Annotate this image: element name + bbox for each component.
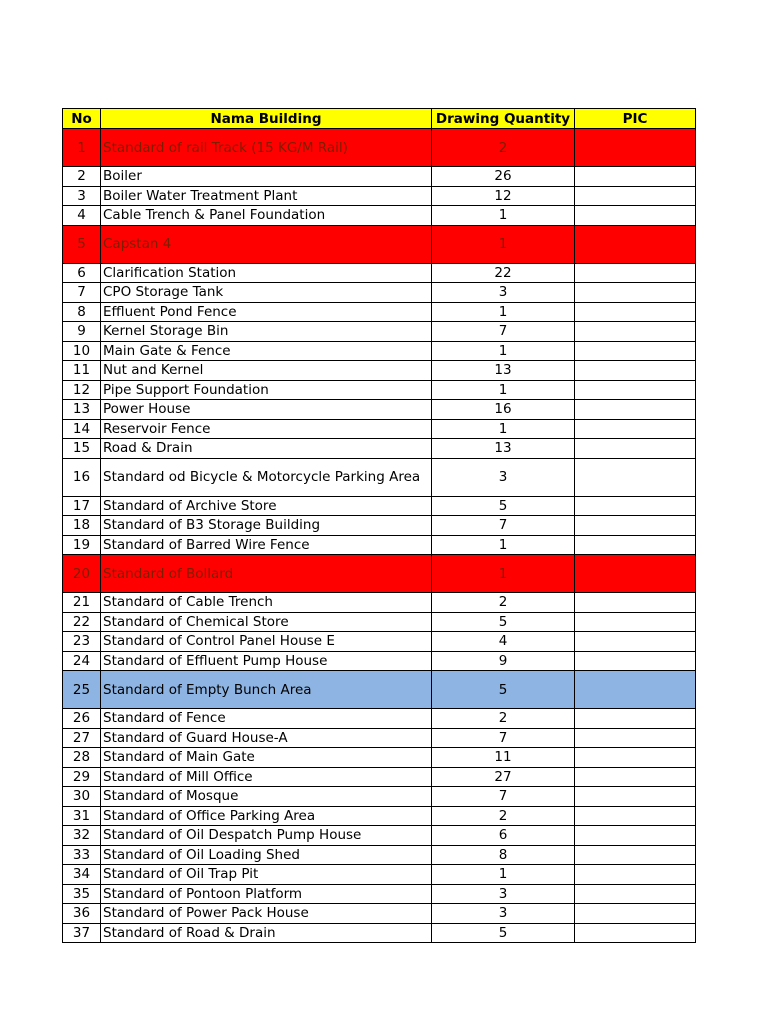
building-name-cell: Standard of Effluent Pump House (101, 651, 432, 671)
table-row (63, 380, 696, 400)
row-number-cell: 29 (63, 767, 101, 787)
pic-cell (575, 535, 696, 555)
pic-cell (575, 322, 696, 342)
drawing-quantity-cell: 1 (432, 535, 575, 555)
row-number-cell: 33 (63, 845, 101, 865)
row-number-cell: 37 (63, 923, 101, 943)
row-number-cell: 16 (63, 458, 101, 496)
table-row (63, 419, 696, 439)
drawing-quantity-cell: 3 (432, 283, 575, 303)
row-number-cell: 1 (63, 129, 101, 167)
table-row (63, 767, 696, 787)
table-row (63, 283, 696, 303)
table-row (63, 709, 696, 729)
pic-cell (575, 728, 696, 748)
drawing-quantity-cell: 1 (432, 555, 575, 593)
drawing-quantity-cell: 2 (432, 806, 575, 826)
drawing-quantity-cell: 2 (432, 129, 575, 167)
row-number-cell: 21 (63, 593, 101, 613)
row-number-cell: 6 (63, 263, 101, 283)
drawing-quantity-cell: 13 (432, 439, 575, 459)
row-number-cell: 3 (63, 186, 101, 206)
row-number-cell: 31 (63, 806, 101, 826)
row-number-cell: 22 (63, 612, 101, 632)
row-number-cell: 36 (63, 904, 101, 924)
pic-cell (575, 283, 696, 303)
table-row (63, 865, 696, 885)
building-name-cell: Boiler (101, 167, 432, 187)
row-number-cell: 15 (63, 439, 101, 459)
table-row (63, 651, 696, 671)
drawing-quantity-cell: 1 (432, 380, 575, 400)
building-name-cell: Standard of Archive Store (101, 496, 432, 516)
pic-cell (575, 632, 696, 652)
row-number-cell: 10 (63, 341, 101, 361)
pic-cell (575, 555, 696, 593)
table-body (63, 129, 696, 943)
drawing-quantity-cell: 6 (432, 826, 575, 846)
row-number-cell: 26 (63, 709, 101, 729)
pic-cell (575, 302, 696, 322)
pic-cell (575, 400, 696, 420)
pic-cell (575, 651, 696, 671)
table-header-row (63, 109, 696, 129)
row-number-cell: 9 (63, 322, 101, 342)
building-name-cell: Effluent Pond Fence (101, 302, 432, 322)
pic-cell (575, 767, 696, 787)
row-number-cell: 18 (63, 516, 101, 536)
pic-cell (575, 612, 696, 632)
table-row (63, 263, 696, 283)
table-row (63, 225, 696, 263)
drawing-quantity-cell: 8 (432, 845, 575, 865)
header-building-name: Nama Building (101, 109, 432, 129)
row-number-cell: 8 (63, 302, 101, 322)
building-name-cell: Standard of Oil Despatch Pump House (101, 826, 432, 846)
pic-cell (575, 593, 696, 613)
drawing-quantity-cell: 1 (432, 206, 575, 226)
building-name-cell: Clarification Station (101, 263, 432, 283)
drawing-quantity-cell: 1 (432, 341, 575, 361)
building-name-cell: Capstan 4 (101, 225, 432, 263)
drawing-quantity-cell: 13 (432, 361, 575, 381)
header-drawing-quantity: Drawing Quantity (432, 109, 575, 129)
building-name-cell: Main Gate & Fence (101, 341, 432, 361)
pic-cell (575, 806, 696, 826)
drawing-quantity-cell: 9 (432, 651, 575, 671)
building-name-cell: Standard of rail Track (15 KG/M Rail) (101, 129, 432, 167)
table-row (63, 361, 696, 381)
table-row (63, 535, 696, 555)
drawing-quantity-cell: 7 (432, 516, 575, 536)
drawing-quantity-cell: 2 (432, 709, 575, 729)
pic-cell (575, 129, 696, 167)
pic-cell (575, 748, 696, 768)
table-row (63, 826, 696, 846)
row-number-cell: 32 (63, 826, 101, 846)
pic-cell (575, 496, 696, 516)
row-number-cell: 4 (63, 206, 101, 226)
table-row (63, 748, 696, 768)
header-pic: PIC (575, 109, 696, 129)
row-number-cell: 17 (63, 496, 101, 516)
pic-cell (575, 709, 696, 729)
header-no: No (63, 109, 101, 129)
table-row (63, 302, 696, 322)
drawing-quantity-cell: 26 (432, 167, 575, 187)
table-row (63, 787, 696, 807)
pic-cell (575, 263, 696, 283)
pic-cell (575, 341, 696, 361)
building-name-cell: Standard of Road & Drain (101, 923, 432, 943)
table-row (63, 923, 696, 943)
building-name-cell: Standard of Barred Wire Fence (101, 535, 432, 555)
building-name-cell: Standard od Bicycle & Motorcycle Parking Area (101, 458, 432, 496)
building-name-cell: Standard of Control Panel House E (101, 632, 432, 652)
pic-cell (575, 884, 696, 904)
pic-cell (575, 904, 696, 924)
pic-cell (575, 923, 696, 943)
building-name-cell: Standard of Mill Office (101, 767, 432, 787)
table-row (63, 671, 696, 709)
table-row (63, 206, 696, 226)
building-name-cell: Standard of Oil Loading Shed (101, 845, 432, 865)
row-number-cell: 25 (63, 671, 101, 709)
drawing-quantity-cell: 7 (432, 787, 575, 807)
drawing-quantity-cell: 22 (432, 263, 575, 283)
row-number-cell: 23 (63, 632, 101, 652)
drawing-quantity-cell: 3 (432, 458, 575, 496)
pic-cell (575, 439, 696, 459)
drawing-list-table (62, 108, 696, 943)
building-name-cell: Cable Trench & Panel Foundation (101, 206, 432, 226)
drawing-quantity-cell: 12 (432, 186, 575, 206)
table-row (63, 400, 696, 420)
building-name-cell: Pipe Support Foundation (101, 380, 432, 400)
building-name-cell: Standard of Mosque (101, 787, 432, 807)
pic-cell (575, 845, 696, 865)
drawing-quantity-cell: 11 (432, 748, 575, 768)
row-number-cell: 2 (63, 167, 101, 187)
pic-cell (575, 167, 696, 187)
table-row (63, 186, 696, 206)
table-row (63, 167, 696, 187)
pic-cell (575, 671, 696, 709)
drawing-quantity-cell: 3 (432, 884, 575, 904)
table-row (63, 806, 696, 826)
drawing-quantity-cell: 2 (432, 593, 575, 613)
drawing-quantity-cell: 5 (432, 923, 575, 943)
building-name-cell: Standard of Cable Trench (101, 593, 432, 613)
building-name-cell: Nut and Kernel (101, 361, 432, 381)
row-number-cell: 5 (63, 225, 101, 263)
row-number-cell: 7 (63, 283, 101, 303)
row-number-cell: 35 (63, 884, 101, 904)
table-row (63, 884, 696, 904)
table-row (63, 496, 696, 516)
building-name-cell: CPO Storage Tank (101, 283, 432, 303)
row-number-cell: 12 (63, 380, 101, 400)
table-row (63, 439, 696, 459)
building-name-cell: Standard of Empty Bunch Area (101, 671, 432, 709)
pic-cell (575, 225, 696, 263)
row-number-cell: 14 (63, 419, 101, 439)
building-name-cell: Standard of Office Parking Area (101, 806, 432, 826)
table-row (63, 904, 696, 924)
building-name-cell: Reservoir Fence (101, 419, 432, 439)
drawing-quantity-cell: 3 (432, 904, 575, 924)
table-row (63, 555, 696, 593)
drawing-quantity-cell: 4 (432, 632, 575, 652)
pic-cell (575, 458, 696, 496)
building-name-cell: Standard of Oil Trap Pit (101, 865, 432, 885)
building-name-cell: Power House (101, 400, 432, 420)
drawing-quantity-cell: 1 (432, 419, 575, 439)
pic-cell (575, 419, 696, 439)
drawing-quantity-cell: 7 (432, 322, 575, 342)
table-row (63, 458, 696, 496)
drawing-quantity-cell: 27 (432, 767, 575, 787)
building-name-cell: Standard of Fence (101, 709, 432, 729)
row-number-cell: 13 (63, 400, 101, 420)
pic-cell (575, 206, 696, 226)
row-number-cell: 20 (63, 555, 101, 593)
row-number-cell: 19 (63, 535, 101, 555)
drawing-quantity-cell: 5 (432, 496, 575, 516)
pic-cell (575, 186, 696, 206)
building-name-cell: Standard of Pontoon Platform (101, 884, 432, 904)
table-row (63, 632, 696, 652)
drawing-quantity-cell: 1 (432, 302, 575, 322)
row-number-cell: 28 (63, 748, 101, 768)
pic-cell (575, 826, 696, 846)
building-name-cell: Standard of Bollard (101, 555, 432, 593)
row-number-cell: 30 (63, 787, 101, 807)
table-row (63, 612, 696, 632)
row-number-cell: 34 (63, 865, 101, 885)
drawing-quantity-cell: 5 (432, 671, 575, 709)
table-row (63, 516, 696, 536)
table-row (63, 341, 696, 361)
row-number-cell: 24 (63, 651, 101, 671)
drawing-quantity-cell: 1 (432, 865, 575, 885)
pic-cell (575, 516, 696, 536)
pic-cell (575, 865, 696, 885)
building-name-cell: Boiler Water Treatment Plant (101, 186, 432, 206)
building-name-cell: Road & Drain (101, 439, 432, 459)
drawing-quantity-cell: 1 (432, 225, 575, 263)
table-row (63, 845, 696, 865)
drawing-quantity-cell: 7 (432, 728, 575, 748)
building-name-cell: Standard of Power Pack House (101, 904, 432, 924)
pic-cell (575, 361, 696, 381)
drawing-quantity-cell: 16 (432, 400, 575, 420)
pic-cell (575, 380, 696, 400)
building-name-cell: Standard of Guard House-A (101, 728, 432, 748)
building-name-cell: Standard of Main Gate (101, 748, 432, 768)
table-row (63, 129, 696, 167)
building-name-cell: Standard of Chemical Store (101, 612, 432, 632)
table-row (63, 728, 696, 748)
table-row (63, 593, 696, 613)
row-number-cell: 27 (63, 728, 101, 748)
drawing-quantity-cell: 5 (432, 612, 575, 632)
row-number-cell: 11 (63, 361, 101, 381)
building-name-cell: Standard of B3 Storage Building (101, 516, 432, 536)
building-name-cell: Kernel Storage Bin (101, 322, 432, 342)
table-row (63, 322, 696, 342)
pic-cell (575, 787, 696, 807)
